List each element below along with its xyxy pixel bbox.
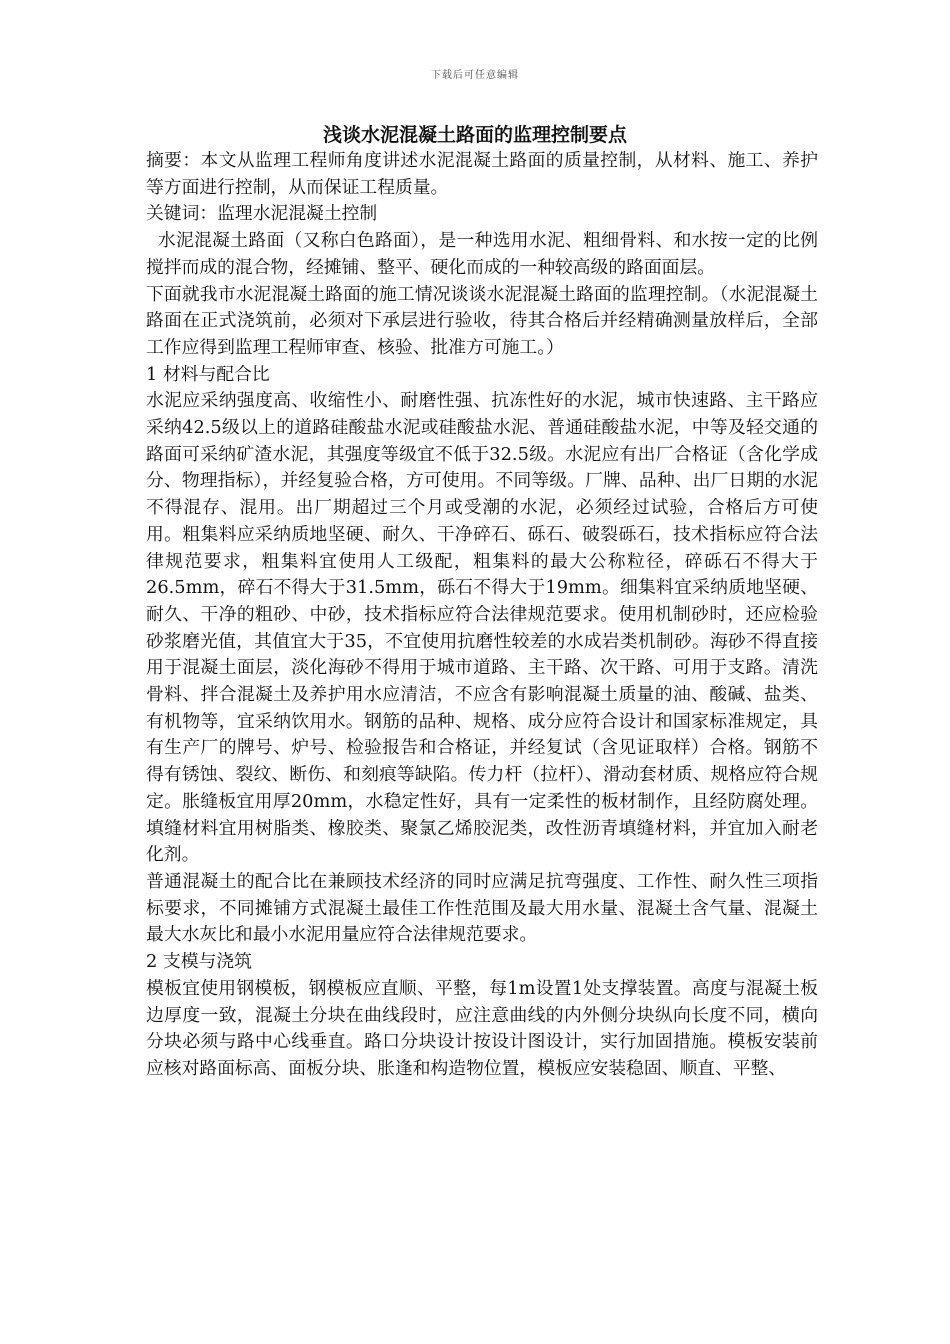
- materials-paragraph: 水泥应采纳强度高、收缩性小、耐磨性强、抗冻性好的水泥，城市快速路、主干路应采纳42.5级以上的道路硅酸盐水泥或硅酸盐水泥、普通硅酸盐水泥，中等及轻交通的路面可采纳矿渣水泥，其强度等级宜不低于32.5级。水泥应有出厂合格证（含化学成分、物理指标），并经复验合格，方可使用。不同等级。厂牌、品种、出厂日期的水泥不得混存、混用。出厂期超过三个月或受潮的水泥，必须经过试验，合格后方可使用。粗集料应采纳质地坚硬、耐久、干净碎石、砾石、破裂砾石，技术指标应符合法律规范要求，粗集料宜使用人工级配，粗集料的最大公称粒径，碎砾石不得大于26.5mm，碎石不得大于31.5mm，砾石不得大于19mm。细集料宜采纳质地坚硬、耐久、干净的粗砂、中砂，技术指标应符合法律规范要求。使用机制砂时，还应检验砂浆磨光值，其值宜大于35，不宜使用抗磨性较差的水成岩类机制砂。海砂不得直接用于混凝土面层，淡化海砂不得用于城市道路、主干路、次干路、可用于支路。清洗骨料、拌合混凝土及养护用水应清洁，不应含有影响混凝土质量的油、酸碱、盐类、有机物等，宜采纳饮用水。钢筋的品种、规格、成分应符合设计和国家标准规定，具有生产厂的牌号、炉号、检验报告和合格证，并经复试（含见证取样）合格。钢筋不得有锈蚀、裂纹、断伤、和刻痕等缺陷。传力杆（拉杆）、滑动套材质、规格应符合规定。胀缝板宜用厚20mm，水稳定性好，具有一定柔性的板材制作，且经防腐处理。填缝材料宜用树脂类、橡胶类、聚氯乙烯胶泥类，改性沥青填缝材料，并宜加入耐老化剂。: [146, 390, 818, 866]
- keywords-paragraph: 关键词：监理水泥混凝土控制: [146, 203, 378, 225]
- section-heading-formwork: 2 支模与浇筑: [146, 951, 252, 973]
- overview-paragraph: 下面就我市水泥混凝土路面的施工情况谈谈水泥混凝土路面的监理控制。（水泥混凝土路面在正式浇筑前，必须对下承层进行验收，待其合格后并经精确测量放样后，全部工作应得到监理工程师审查、核验、批准方可施工。）: [146, 283, 818, 358]
- formwork-paragraph: 模板宜使用钢模板，钢模板应直顺、平整，每1m设置1处支撑装置。高度与混凝土板边厚度一致，混凝土分块在曲线段时，应注意曲线的内外侧分块纵向长度不同，横向分块必须与路中心线垂直。路口分块设计按设计图设计，实行加固措施。模板安装前应核对路面标高、面板分块、胀逢和构造物位置，模板应安装稳固、顺直、平整、: [146, 977, 818, 1079]
- section-heading-materials: 1 材料与配合比: [146, 363, 270, 385]
- page-header-note: 下载后可任意编辑: [431, 70, 519, 81]
- document-title: 浅谈水泥混凝土路面的监理控制要点: [322, 124, 627, 146]
- mix-ratio-paragraph: 普通混凝土的配合比在兼顾技术经济的同时应满足抗弯强度、工作性、耐久性三项指标要求，不同摊铺方式混凝土最佳工作性范围及最大用水量、混凝土含气量、混凝土最大水灰比和最小水泥用量应符合法律规范要求。: [146, 870, 818, 946]
- document-body: [146, 148, 818, 1083]
- abstract-paragraph: 摘要：本文从监理工程师角度讲述水泥混凝土路面的质量控制，从材料、施工、养护等方面进行控制，从而保证工程质量。: [146, 150, 818, 198]
- intro-paragraph: 水泥混凝土路面（又称白色路面），是一种选用水泥、粗细骨料、和水按一定的比例搅拌而成的混合物，经摊铺、整平、硬化而成的一种较高级的路面面层。: [146, 230, 818, 278]
